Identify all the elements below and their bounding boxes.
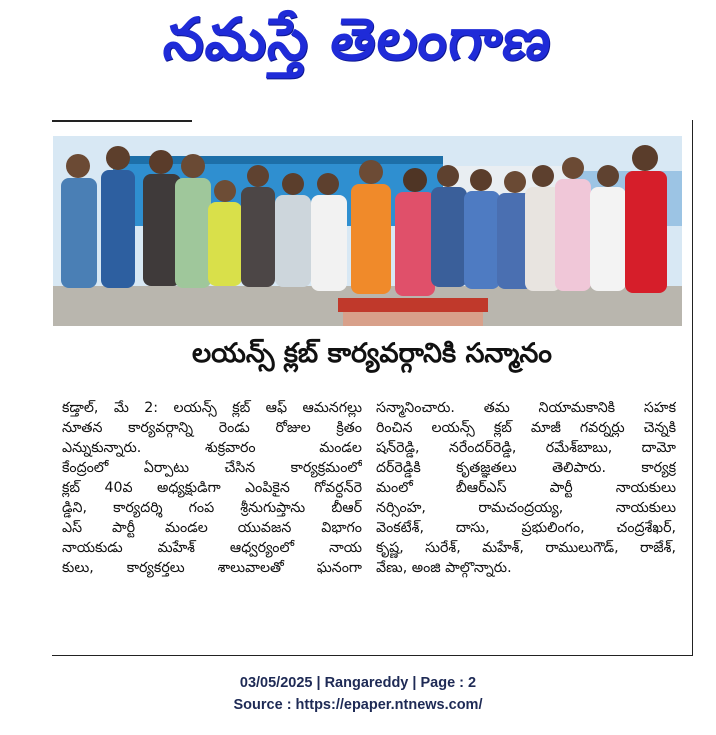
article-line: నూతన కార్యవర్గాన్ని రెండు రోజుల క్రితం <box>62 420 362 436</box>
footer <box>0 672 716 716</box>
footer-date-edition: 03/05/2025 | Rangareddy | Page : 2 <box>239 675 477 691</box>
article-line: ఎస్ పార్టీ మండల యువజన విభాగం <box>62 520 362 536</box>
article-line: రించిన లయన్స్ క్లబ్ మాజీ గవర్నర్లు చెన్నకి <box>376 420 676 436</box>
article-line: సన్మానించారు. తమ నియామకానికి సహక <box>376 400 676 416</box>
article-line: నర్సింహ, రామచంద్రయ్య, నాయకులు <box>376 500 676 516</box>
article-line: షన్‌రెడ్డి, నరేందర్‌రెడ్డి, రమేశ్‌బాబు, దామో <box>376 440 676 456</box>
news-photo <box>53 136 682 326</box>
article-line: వేణు, అంజి పాల్గొన్నారు. <box>376 560 512 576</box>
article-line: కులు, కార్యకర్తలు శాలువాలతో ఘనంగా <box>62 560 362 576</box>
article-line: కేంద్రంలో ఏర్పాటు చేసిన కార్యక్రమంలో <box>62 460 362 476</box>
article-column-right <box>376 398 676 578</box>
group-photo-illustration <box>53 136 682 326</box>
masthead-title: నమస్తే తెలంగాణ <box>160 5 556 73</box>
article-line: ఎన్నుకున్నారు. శుక్రవారం మండల <box>62 440 362 456</box>
article-line: కడ్తాల్, మే 2: లయన్స్ క్లబ్ ఆఫ్ ఆమనగల్లు <box>62 400 362 416</box>
article-line: కృష్ణ, సురేశ్, మహేశ్, రాములుగౌడ్, రాజేశ్, <box>376 540 676 556</box>
masthead <box>0 0 716 80</box>
article-line: వెంకటేశ్, దాసు, ప్రభులింగం, చంద్రశేఖర్, <box>376 520 676 536</box>
article-line: నాయకుడు మహేశ్ ఆధ్వర్యంలో నాయ <box>62 540 362 556</box>
footer-source: Source : https://epaper.ntnews.com/ <box>233 697 483 713</box>
article-line: దర్‌రెడ్డికి కృతజ్ఞతలు తెలిపారు. కార్యక్ర <box>376 460 676 476</box>
article-line: డ్డిని, కార్యదర్శి గంప శ్రీనుగుప్తాను బీఆర్ <box>62 500 362 516</box>
article-column-left <box>62 398 362 578</box>
article-line: మంలో బీఆర్‌ఎస్ పార్టీ నాయకులు <box>376 480 676 496</box>
article-line: క్లబ్ 40వ అధ్యక్షుడిగా ఎంపికైన గోవర్ధన్‌రె <box>62 480 362 496</box>
article-headline: లయన్స్ క్లబ్ కార్యవర్గానికి సన్మానం <box>191 338 552 369</box>
